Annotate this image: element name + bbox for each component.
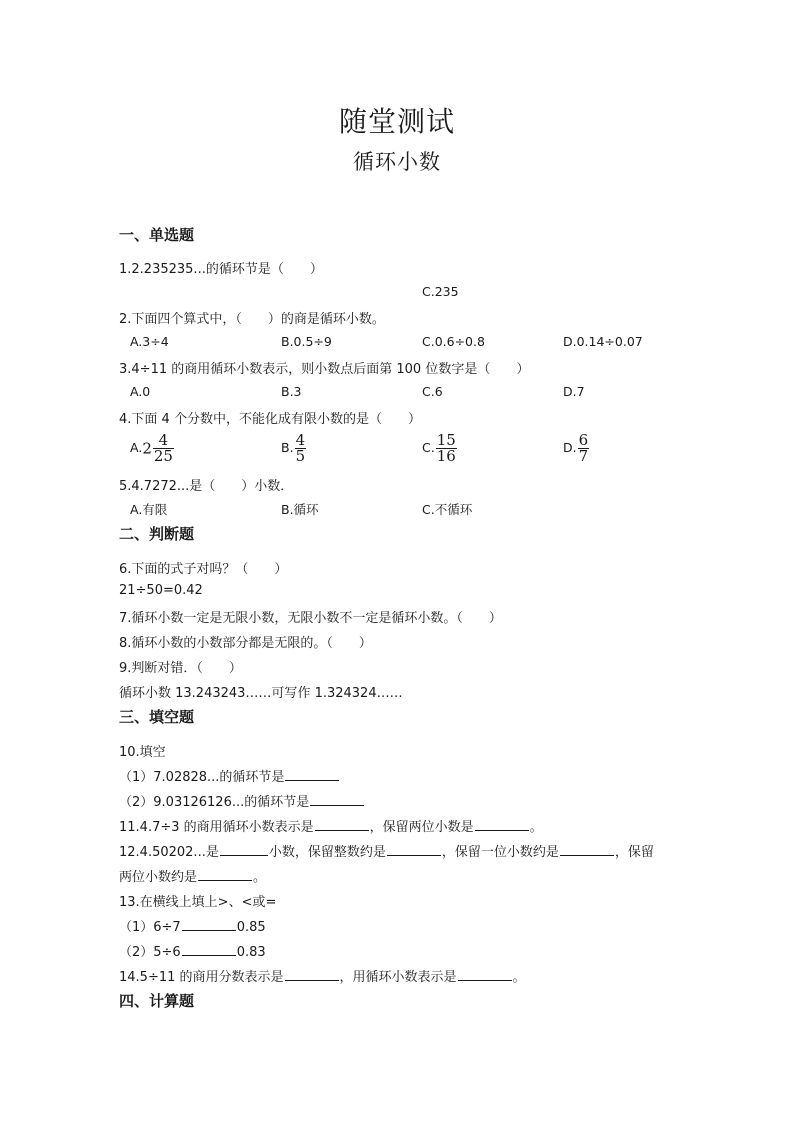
q12-text-f: 。 bbox=[253, 870, 267, 885]
question-5: 5.4.7272...是（ ）小数． bbox=[119, 479, 294, 494]
question-11 bbox=[119, 816, 543, 835]
q4-option-b-fraction bbox=[295, 433, 307, 464]
q5-option-c: C.不循环 bbox=[422, 502, 473, 517]
q10-p1-text: （1）7.02828...的循环节是 bbox=[119, 770, 285, 785]
question-12-continued bbox=[119, 866, 266, 885]
q14-text-a: 14.5÷11 的商用分数表示是 bbox=[119, 970, 284, 985]
q12-text-a: 12.4.50202...是 bbox=[119, 845, 219, 860]
q11-text-a: 11.4.7÷3 的商用循环小数表示是 bbox=[119, 820, 314, 835]
q2-option-d: D.0.14÷0.07 bbox=[563, 334, 643, 349]
numerator: 15 bbox=[436, 431, 456, 449]
section-heading-calculation: 四、计算题 bbox=[119, 992, 195, 1010]
q3-option-a: A.0 bbox=[130, 384, 151, 399]
answer-blank[interactable] bbox=[285, 968, 339, 981]
q5-option-a: A.有限 bbox=[130, 502, 168, 517]
q5-option-b: B.循环 bbox=[281, 502, 319, 517]
answer-blank[interactable] bbox=[387, 843, 441, 856]
question-6: 6.下面的式子对吗？（ ） bbox=[119, 562, 288, 577]
page-subtitle: 循环小数 bbox=[353, 150, 441, 174]
question-12 bbox=[119, 841, 654, 860]
question-7: 7.循环小数一定是无限小数，无限小数不一定是循环小数。（ ） bbox=[119, 611, 502, 626]
q13-p1-right: 0.85 bbox=[236, 920, 266, 935]
q13-p1-left: （1）6÷7 bbox=[119, 920, 181, 935]
question-3: 3.4÷11 的商用循环小数表示，则小数点后面第 100 位数字是（ ） bbox=[119, 362, 530, 377]
q11-text-c: 。 bbox=[529, 820, 543, 835]
q12-text-e: 两位小数约是 bbox=[119, 870, 198, 885]
q4-option-c-fraction bbox=[436, 433, 457, 464]
q4-option-d bbox=[563, 433, 589, 464]
q4-option-d-fraction bbox=[578, 433, 590, 464]
section-heading-single-choice: 一、单选题 bbox=[119, 226, 195, 244]
q13-p2-right: 0.83 bbox=[236, 945, 266, 960]
q2-option-a: A.3÷4 bbox=[130, 334, 169, 349]
question-13-part-2 bbox=[119, 941, 266, 960]
q4-option-b-label: B. bbox=[281, 440, 294, 455]
question-2: 2.下面四个算式中，（ ）的商是循环小数。 bbox=[119, 312, 385, 327]
denominator: 25 bbox=[153, 447, 173, 465]
question-10-part-2 bbox=[119, 791, 365, 810]
numerator: 4 bbox=[295, 431, 306, 449]
q14-text-b: ，用循环小数表示是 bbox=[339, 970, 457, 985]
question-9-detail: 循环小数 13.243243……可写作 1.324324…… bbox=[119, 686, 403, 701]
q1-option-c: C.235 bbox=[422, 284, 459, 299]
answer-blank[interactable] bbox=[182, 918, 236, 931]
q3-option-d: D.7 bbox=[563, 384, 585, 399]
answer-blank[interactable] bbox=[310, 793, 364, 806]
q12-text-b: 小数，保留整数约是 bbox=[268, 845, 386, 860]
q10-p2-text: （2）9.03126126...的循环节是 bbox=[119, 795, 310, 810]
answer-blank[interactable] bbox=[475, 818, 529, 831]
numerator: 6 bbox=[578, 431, 589, 449]
q4-option-c bbox=[422, 433, 457, 464]
denominator: 7 bbox=[578, 447, 589, 465]
numerator: 4 bbox=[158, 431, 169, 449]
answer-blank[interactable] bbox=[560, 843, 614, 856]
q4-option-a bbox=[130, 433, 174, 464]
answer-blank[interactable] bbox=[285, 768, 339, 781]
q3-option-c: C.6 bbox=[422, 384, 443, 399]
section-heading-fill-blank: 三、填空题 bbox=[119, 708, 195, 726]
question-6-expression: 21÷50=0.42 bbox=[119, 583, 203, 598]
q12-text-c: ，保留一位小数约是 bbox=[441, 845, 559, 860]
question-9: 9.判断对错．（ ） bbox=[119, 661, 242, 676]
question-10-part-1 bbox=[119, 766, 340, 785]
q4-option-a-whole: 2 bbox=[142, 439, 152, 458]
question-8: 8.循环小数的小数部分都是无限的。（ ） bbox=[119, 636, 372, 651]
q4-option-d-label: D. bbox=[563, 440, 577, 455]
denominator: 5 bbox=[295, 447, 306, 465]
answer-blank[interactable] bbox=[182, 943, 236, 956]
denominator: 16 bbox=[436, 447, 456, 465]
section-heading-true-false: 二、判断题 bbox=[119, 525, 195, 543]
q11-text-b: ，保留两位小数是 bbox=[369, 820, 474, 835]
q2-option-c: C.0.6÷0.8 bbox=[422, 334, 485, 349]
question-14 bbox=[119, 966, 526, 985]
question-13-part-1 bbox=[119, 916, 266, 935]
q13-p2-left: （2）5÷6 bbox=[119, 945, 181, 960]
question-10: 10.填空 bbox=[119, 745, 166, 760]
page-title: 随堂测试 bbox=[338, 105, 455, 138]
question-13: 13.在横线上填上>、<或= bbox=[119, 895, 277, 910]
q4-option-a-label: A. bbox=[130, 440, 143, 455]
question-1: 1.2.235235...的循环节是（ ） bbox=[119, 262, 323, 277]
q4-option-c-label: C. bbox=[422, 440, 435, 455]
q14-text-c: 。 bbox=[512, 970, 526, 985]
q4-option-a-fraction bbox=[153, 433, 174, 464]
answer-blank[interactable] bbox=[198, 868, 252, 881]
q3-option-b: B.3 bbox=[281, 384, 302, 399]
q12-text-d: ，保留 bbox=[614, 845, 654, 860]
answer-blank[interactable] bbox=[458, 968, 512, 981]
q4-option-b bbox=[281, 433, 306, 464]
q2-option-b: B.0.5÷9 bbox=[281, 334, 332, 349]
answer-blank[interactable] bbox=[315, 818, 369, 831]
question-4: 4.下面 4 个分数中，不能化成有限小数的是（ ） bbox=[119, 412, 421, 427]
answer-blank[interactable] bbox=[220, 843, 268, 856]
